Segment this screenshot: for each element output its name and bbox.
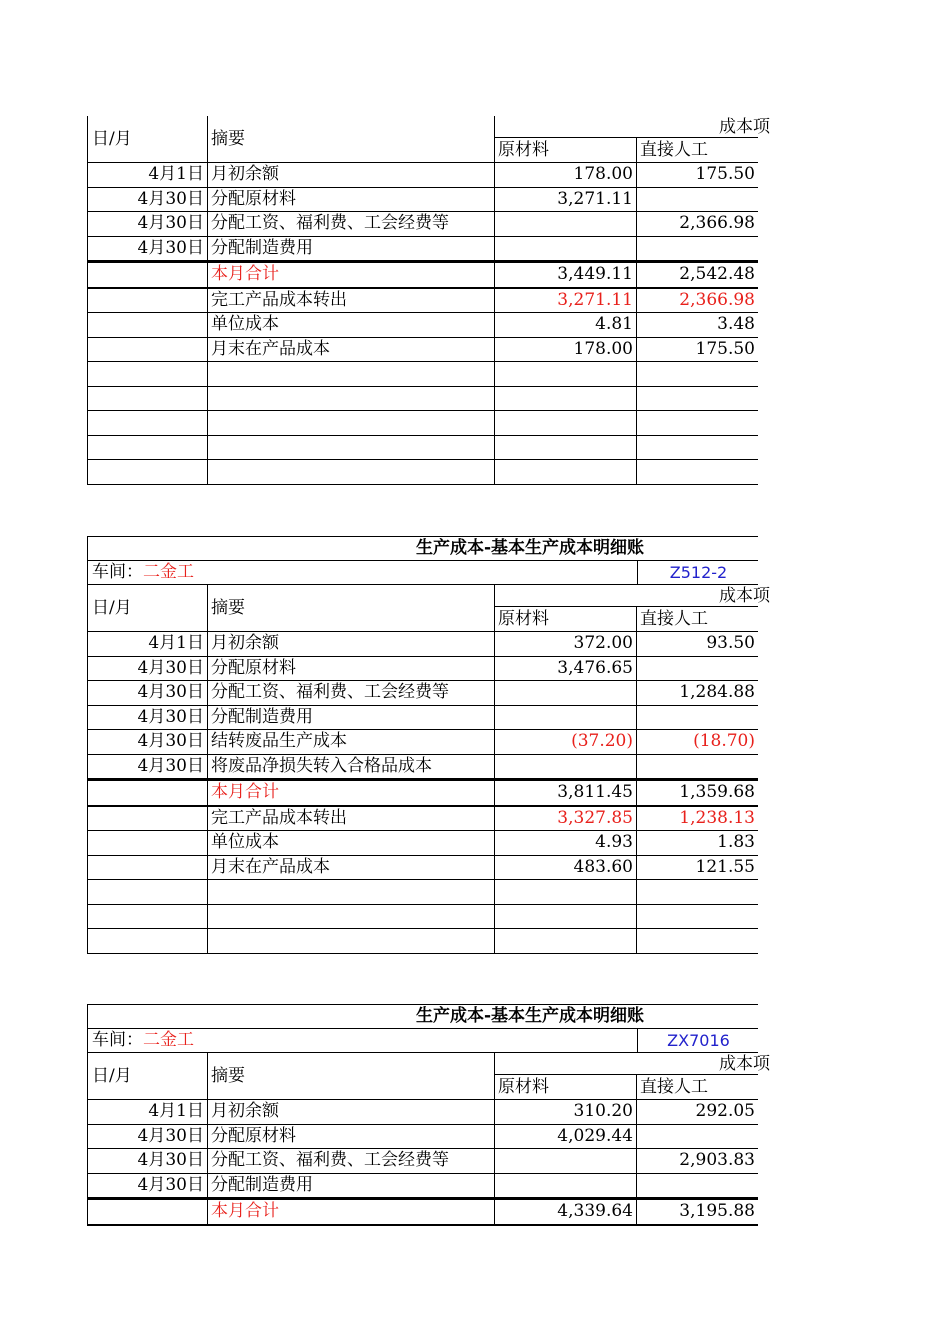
date-cell — [87, 1200, 208, 1224]
cost-items-header: 成本项 — [494, 585, 758, 607]
date-cell — [87, 880, 208, 904]
labor-column-header: 直接人工 — [636, 138, 758, 162]
month-total-row — [87, 261, 758, 289]
description-cell: 分配原材料 — [211, 188, 296, 209]
empty-row — [87, 362, 758, 387]
labor-cell: 3,195.88 — [636, 1200, 758, 1224]
labor-cell — [636, 880, 758, 904]
date-cell — [87, 387, 208, 411]
material-cell — [494, 460, 636, 484]
labor-cell — [636, 188, 758, 212]
table-row — [87, 831, 758, 856]
labor-cell: 2,542.48 — [636, 263, 758, 287]
labor-cell — [636, 929, 758, 953]
labor-cell — [636, 387, 758, 411]
table-row — [87, 1174, 758, 1199]
description-cell — [208, 411, 494, 435]
description-column-header: 摘要 — [211, 129, 245, 149]
description-cell: 单位成本 — [211, 314, 279, 334]
table-row — [87, 856, 758, 881]
description-cell: 分配工资、福利费、工会经费等 — [211, 682, 449, 702]
ledger-header — [87, 1053, 770, 1100]
workshop-row — [87, 1029, 758, 1053]
date-cell: 4月30日 — [87, 681, 208, 705]
description-cell: 分配工资、福利费、工会经费等 — [211, 1150, 449, 1170]
date-cell — [87, 807, 208, 831]
ledger-title: 生产成本-基本生产成本明细账 — [416, 538, 645, 558]
material-cell: 3,271.11 — [494, 289, 636, 313]
labor-cell — [636, 436, 758, 460]
date-cell — [87, 411, 208, 435]
ledger-header — [87, 116, 770, 163]
table-row — [87, 212, 758, 237]
material-cell — [494, 436, 636, 460]
labor-cell — [636, 657, 758, 681]
date-cell: 4月30日 — [87, 237, 208, 261]
workshop-label: 车间：二金工 — [92, 562, 194, 582]
table-row — [87, 163, 758, 188]
material-cell — [494, 411, 636, 435]
description-cell: 本月合计 — [211, 1201, 279, 1221]
date-cell — [87, 460, 208, 484]
labor-cell: 175.50 — [636, 338, 758, 362]
labor-cell: 2,903.83 — [636, 1149, 758, 1173]
description-cell: 分配制造费用 — [211, 1174, 313, 1195]
description-cell: 分配工资、福利费、工会经费等 — [211, 213, 449, 233]
product-code: ZX7016 — [637, 1029, 759, 1052]
table-row — [87, 1100, 758, 1125]
description-cell: 月初余额 — [211, 1101, 279, 1121]
material-cell: 3,811.45 — [494, 781, 636, 805]
material-cell — [494, 212, 636, 236]
table-row — [87, 632, 758, 657]
material-cell — [494, 362, 636, 386]
ledger-2 — [87, 536, 770, 954]
description-cell: 本月合计 — [211, 264, 279, 284]
material-cell — [494, 929, 636, 953]
date-column-header: 日/月 — [87, 585, 208, 631]
cost-items-header: 成本项 — [494, 116, 758, 138]
material-cell: 3,449.11 — [494, 263, 636, 287]
description-cell: 分配原材料 — [211, 657, 296, 678]
date-cell: 4月30日 — [87, 212, 208, 236]
ledger-title-row — [87, 536, 758, 561]
table-row — [87, 755, 758, 780]
material-cell — [494, 237, 636, 261]
empty-row — [87, 411, 758, 436]
description-cell — [208, 880, 494, 904]
material-cell: 3,327.85 — [494, 807, 636, 831]
labor-cell — [636, 237, 758, 261]
date-cell — [87, 781, 208, 805]
description-column-header: 摘要 — [211, 598, 245, 618]
material-cell: 483.60 — [494, 856, 636, 880]
description-cell — [208, 905, 494, 929]
material-cell — [494, 706, 636, 730]
material-cell — [494, 755, 636, 779]
labor-cell: 2,366.98 — [636, 212, 758, 236]
material-cell: 372.00 — [494, 632, 636, 656]
date-cell — [87, 362, 208, 386]
labor-cell — [636, 755, 758, 779]
material-cell — [494, 880, 636, 904]
description-cell: 完工产品成本转出 — [211, 807, 347, 828]
description-cell: 分配原材料 — [211, 1125, 296, 1146]
description-cell: 本月合计 — [211, 782, 279, 802]
labor-cell: 1.83 — [636, 831, 758, 855]
labor-column-header: 直接人工 — [636, 1075, 758, 1099]
material-cell: 4.93 — [494, 831, 636, 855]
month-total-row — [87, 1198, 758, 1226]
ledger-header — [87, 585, 770, 632]
date-cell: 4月30日 — [87, 1174, 208, 1198]
description-cell: 分配制造费用 — [211, 706, 313, 727]
labor-column-header: 直接人工 — [636, 607, 758, 631]
material-cell — [494, 905, 636, 929]
labor-cell — [636, 1174, 758, 1198]
scrap-cost-row — [87, 730, 758, 755]
date-cell: 4月30日 — [87, 730, 208, 754]
table-row — [87, 1149, 758, 1174]
table-row — [87, 338, 758, 363]
transfer-out-row — [87, 289, 758, 314]
material-cell: 178.00 — [494, 338, 636, 362]
labor-cell: 175.50 — [636, 163, 758, 187]
date-cell — [87, 313, 208, 337]
material-cell — [494, 681, 636, 705]
labor-cell: 93.50 — [636, 632, 758, 656]
date-cell — [87, 338, 208, 362]
labor-cell — [636, 1125, 758, 1149]
table-row — [87, 681, 758, 706]
labor-cell: 1,284.88 — [636, 681, 758, 705]
material-column-header: 原材料 — [494, 1075, 636, 1099]
labor-cell: 292.05 — [636, 1100, 758, 1124]
month-total-row — [87, 779, 758, 807]
material-cell: 310.20 — [494, 1100, 636, 1124]
labor-cell — [636, 460, 758, 484]
description-cell: 月初余额 — [211, 164, 279, 184]
date-cell: 4月30日 — [87, 1149, 208, 1173]
empty-row — [87, 929, 758, 954]
empty-row — [87, 436, 758, 461]
date-cell: 4月30日 — [87, 1125, 208, 1149]
material-cell: 3,271.11 — [494, 188, 636, 212]
material-cell: (37.20) — [494, 730, 636, 754]
date-cell: 4月1日 — [87, 632, 208, 656]
material-cell: 3,476.65 — [494, 657, 636, 681]
date-cell — [87, 289, 208, 313]
description-cell — [208, 362, 494, 386]
description-cell: 月末在产品成本 — [211, 856, 330, 877]
date-cell — [87, 436, 208, 460]
labor-cell: 1,359.68 — [636, 781, 758, 805]
empty-row — [87, 460, 758, 485]
description-cell — [208, 436, 494, 460]
description-cell: 月末在产品成本 — [211, 338, 330, 359]
date-column-header: 日/月 — [87, 116, 208, 162]
material-cell — [494, 1174, 636, 1198]
transfer-out-row — [87, 807, 758, 832]
material-cell — [494, 1149, 636, 1173]
workshop-row — [87, 561, 758, 585]
description-cell: 分配制造费用 — [211, 237, 313, 258]
date-cell: 4月30日 — [87, 657, 208, 681]
material-cell — [494, 387, 636, 411]
labor-cell — [636, 411, 758, 435]
description-cell: 结转废品生产成本 — [211, 731, 347, 751]
description-cell: 完工产品成本转出 — [211, 289, 347, 310]
date-cell: 4月1日 — [87, 1100, 208, 1124]
date-cell: 4月30日 — [87, 755, 208, 779]
labor-cell: 1,238.13 — [636, 807, 758, 831]
material-cell: 178.00 — [494, 163, 636, 187]
date-cell — [87, 929, 208, 953]
date-cell: 4月30日 — [87, 188, 208, 212]
table-row — [87, 706, 758, 731]
ledger-1 — [87, 116, 770, 485]
ledger-title: 生产成本-基本生产成本明细账 — [416, 1006, 645, 1026]
description-cell: 将废品净损失转入合格品成本 — [211, 755, 432, 776]
product-code: Z512-2 — [637, 561, 759, 584]
material-column-header: 原材料 — [494, 607, 636, 631]
labor-cell: (18.70) — [636, 730, 758, 754]
table-row — [87, 188, 758, 213]
material-column-header: 原材料 — [494, 138, 636, 162]
empty-row — [87, 880, 758, 905]
labor-cell: 3.48 — [636, 313, 758, 337]
material-cell: 4,029.44 — [494, 1125, 636, 1149]
labor-cell — [636, 905, 758, 929]
material-cell: 4,339.64 — [494, 1200, 636, 1224]
table-row — [87, 237, 758, 262]
description-cell — [208, 387, 494, 411]
labor-cell: 2,366.98 — [636, 289, 758, 313]
description-cell — [208, 460, 494, 484]
date-cell — [87, 831, 208, 855]
description-cell: 单位成本 — [211, 832, 279, 852]
description-column-header: 摘要 — [211, 1066, 245, 1086]
date-cell: 4月30日 — [87, 706, 208, 730]
empty-row — [87, 905, 758, 930]
workshop-name: 二金工 — [143, 562, 194, 582]
description-cell: 月初余额 — [211, 633, 279, 653]
date-cell — [87, 856, 208, 880]
empty-row — [87, 387, 758, 412]
labor-cell: 121.55 — [636, 856, 758, 880]
cost-items-header: 成本项 — [494, 1053, 758, 1075]
material-cell: 4.81 — [494, 313, 636, 337]
date-cell — [87, 263, 208, 287]
description-cell — [208, 929, 494, 953]
date-cell: 4月1日 — [87, 163, 208, 187]
workshop-label: 车间：二金工 — [92, 1030, 194, 1050]
ledger-title-row — [87, 1004, 758, 1029]
table-row — [87, 313, 758, 338]
workshop-name: 二金工 — [143, 1030, 194, 1050]
ledger-3 — [87, 1004, 770, 1226]
labor-cell — [636, 362, 758, 386]
table-row — [87, 657, 758, 682]
labor-cell — [636, 706, 758, 730]
date-cell — [87, 905, 208, 929]
date-column-header: 日/月 — [87, 1053, 208, 1099]
table-row — [87, 1125, 758, 1150]
